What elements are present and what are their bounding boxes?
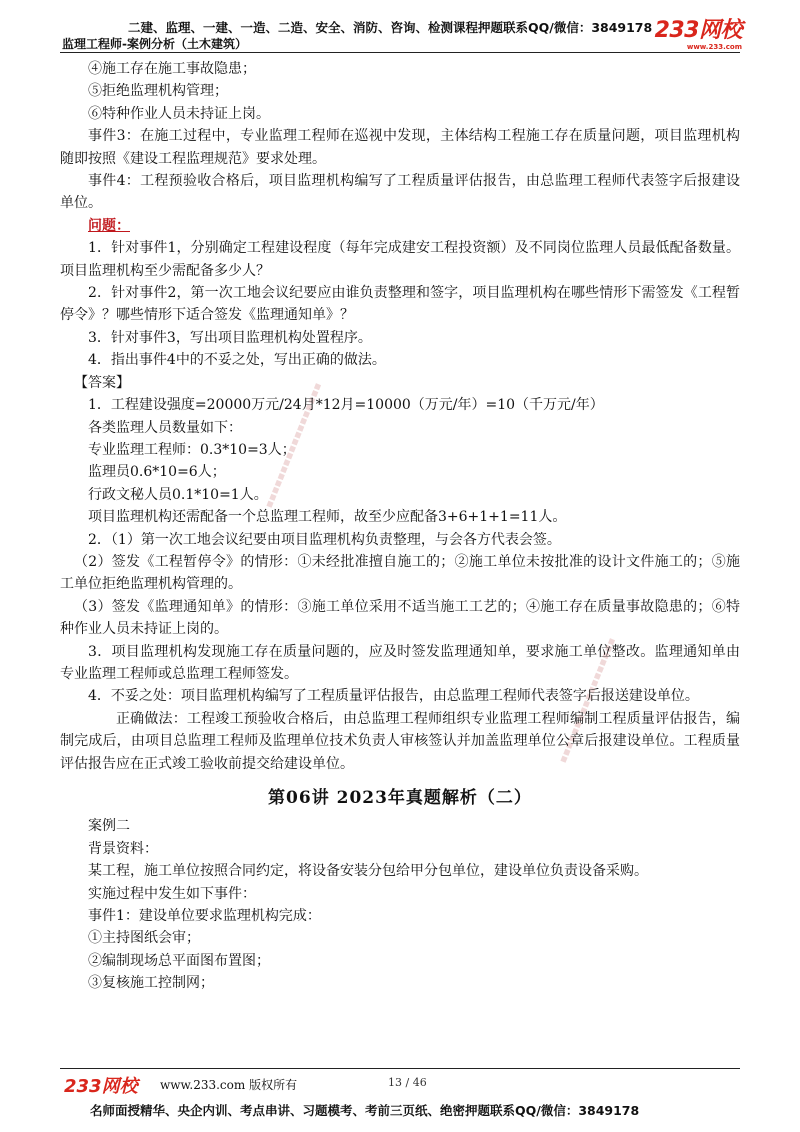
footer-site-link[interactable]: www.233.com 版权所有 — [160, 1078, 298, 1092]
answer-line: 1．工程建设强度=20000万元/24月*12月=10000（万元/年）=10（千万元/年） — [88, 397, 604, 414]
list-item: ②编制现场总平面图布置图； — [88, 952, 270, 969]
case-background-text: 某工程，施工单位按照合同约定，将设备安装分包给甲分包单位，建设单位负责设备采购。 — [88, 863, 648, 880]
answer-line: 项目监理机构还需配备一个总监理工程师，故至少应配备3+6+1+1=11人。 — [88, 509, 567, 526]
case-events-intro: 实施过程中发生如下事件： — [88, 885, 256, 902]
footer-divider — [60, 1068, 740, 1069]
page-number: 13 / 46 — [388, 1076, 427, 1089]
event-4-paragraph: 事件4：工程预验收合格后，项目监理机构编写了工程质量评估报告，由总监理工程师代表签字后报建设单位。 — [60, 173, 740, 212]
header-promo-text: 二建、监理、一建、一造、二造、安全、消防、咨询、检测课程押题联系QQ/微信：3849178 — [128, 20, 653, 35]
list-item: ⑤拒绝监理机构管理； — [88, 83, 228, 100]
answer-line: 各类监理人员数量如下： — [88, 419, 242, 436]
list-item: ③复核施工控制网； — [88, 975, 214, 992]
case-title: 案例二 — [88, 818, 130, 835]
answer-line: 行政文秘人员0.1*10=1人。 — [88, 486, 268, 503]
answer-line: 2．（1）第一次工地会议纪要由项目监理机构负责整理，与会各方代表会签。 — [88, 531, 561, 548]
header-subtitle: 监理工程师-案例分析（土木建筑） — [62, 37, 247, 51]
watermark-decoration: ▪▪▪▪▪▪▪▪▪▪▪▪▪▪▪▪▪▪ — [262, 380, 325, 510]
event-3-paragraph: 事件3：在施工过程中，专业监理工程师在巡视中发现，主体结构工程施工存在质量问题，项目监理机构随即按照《建设工程监理规范》要求处理。 — [60, 128, 740, 167]
list-item: ④施工存在施工事故隐患； — [88, 61, 256, 77]
section-title: 第06讲 2023年真题解析（二） — [268, 788, 532, 808]
question-item: 3．针对事件3，写出项目监理机构处置程序。 — [88, 329, 372, 346]
case-event-1: 事件1：建设单位要求监理机构完成： — [88, 908, 321, 925]
answer-line: 3．项目监理机构发现施工存在质量问题的，应及时签发监理通知单，要求施工单位整改。监理通知单由专业监理工程师或总监理工程师签发。 — [60, 643, 740, 682]
answer-line: 4．不妥之处：项目监理机构编写了工程质量评估报告，由总监理工程师代表签字后报送建设单位。 — [88, 688, 699, 705]
watermark-decoration: ▪▪▪▪▪▪▪▪▪▪▪▪▪▪▪▪▪▪ — [556, 635, 619, 765]
answer-line: 监理员0.6*10=6人； — [88, 464, 226, 481]
brand-logo[interactable] — [655, 20, 742, 51]
case-background-label: 背景资料： — [88, 840, 158, 857]
question-item: 4．指出事件4中的不妥之处，写出正确的做法。 — [88, 352, 386, 369]
logo-url: www.233.com — [686, 43, 742, 51]
answer-line: （3）签发《监理通知单》的情形：③施工单位采用不适当施工工艺的；④施工存在质量事故隐患的；⑥特种作业人员未持证上岗的。 — [60, 598, 740, 638]
question-item: 2．针对事件2，第一次工地会议纪要应由谁负责整理和签字，项目监理机构在哪些情形下需签发《工程暂停令》？哪些情形下适合签发《监理通知单》？ — [60, 285, 740, 324]
header-divider — [60, 52, 740, 53]
document-body — [60, 58, 740, 995]
answer-line: （2）签发《工程暂停令》的情形：①未经批准擅自施工的；②施工单位未按批准的设计文件施工的；⑤施工单位拒绝监理机构管理的。 — [60, 553, 740, 593]
footer-promo-text: 名师面授精华、央企内训、考点串讲、习题模考、考前三页纸、绝密押题联系QQ/微信：3849178 — [90, 1103, 640, 1118]
footer-logo[interactable]: 233网校 — [64, 1076, 138, 1097]
logo-text: 233网校 — [654, 18, 742, 43]
answer-line: 正确做法：工程竣工预验收合格后，由总监理工程师组织专业监理工程师编制工程质量评估报告，编制完成后，由项目总监理工程师及监理单位技术负责人审核签认并加盖监理单位公章后报建设单位。工程质量评估报告应在正式竣工验收前提交给建设单位。 — [60, 710, 740, 772]
list-item: ⑥特种作业人员未持证上岗。 — [88, 105, 270, 122]
question-item: 1．针对事件1，分别确定工程建设程度（每年完成建安工程投资额）及不同岗位监理人员最低配备数量。项目监理机构至少需配备多少人？ — [60, 240, 740, 279]
answer-line: 专业监理工程师：0.3*10=3人； — [88, 441, 296, 458]
answer-heading: 【答案】 — [74, 374, 130, 391]
list-item: ①主持图纸会审； — [88, 930, 200, 947]
questions-heading: 问题： — [88, 217, 130, 234]
